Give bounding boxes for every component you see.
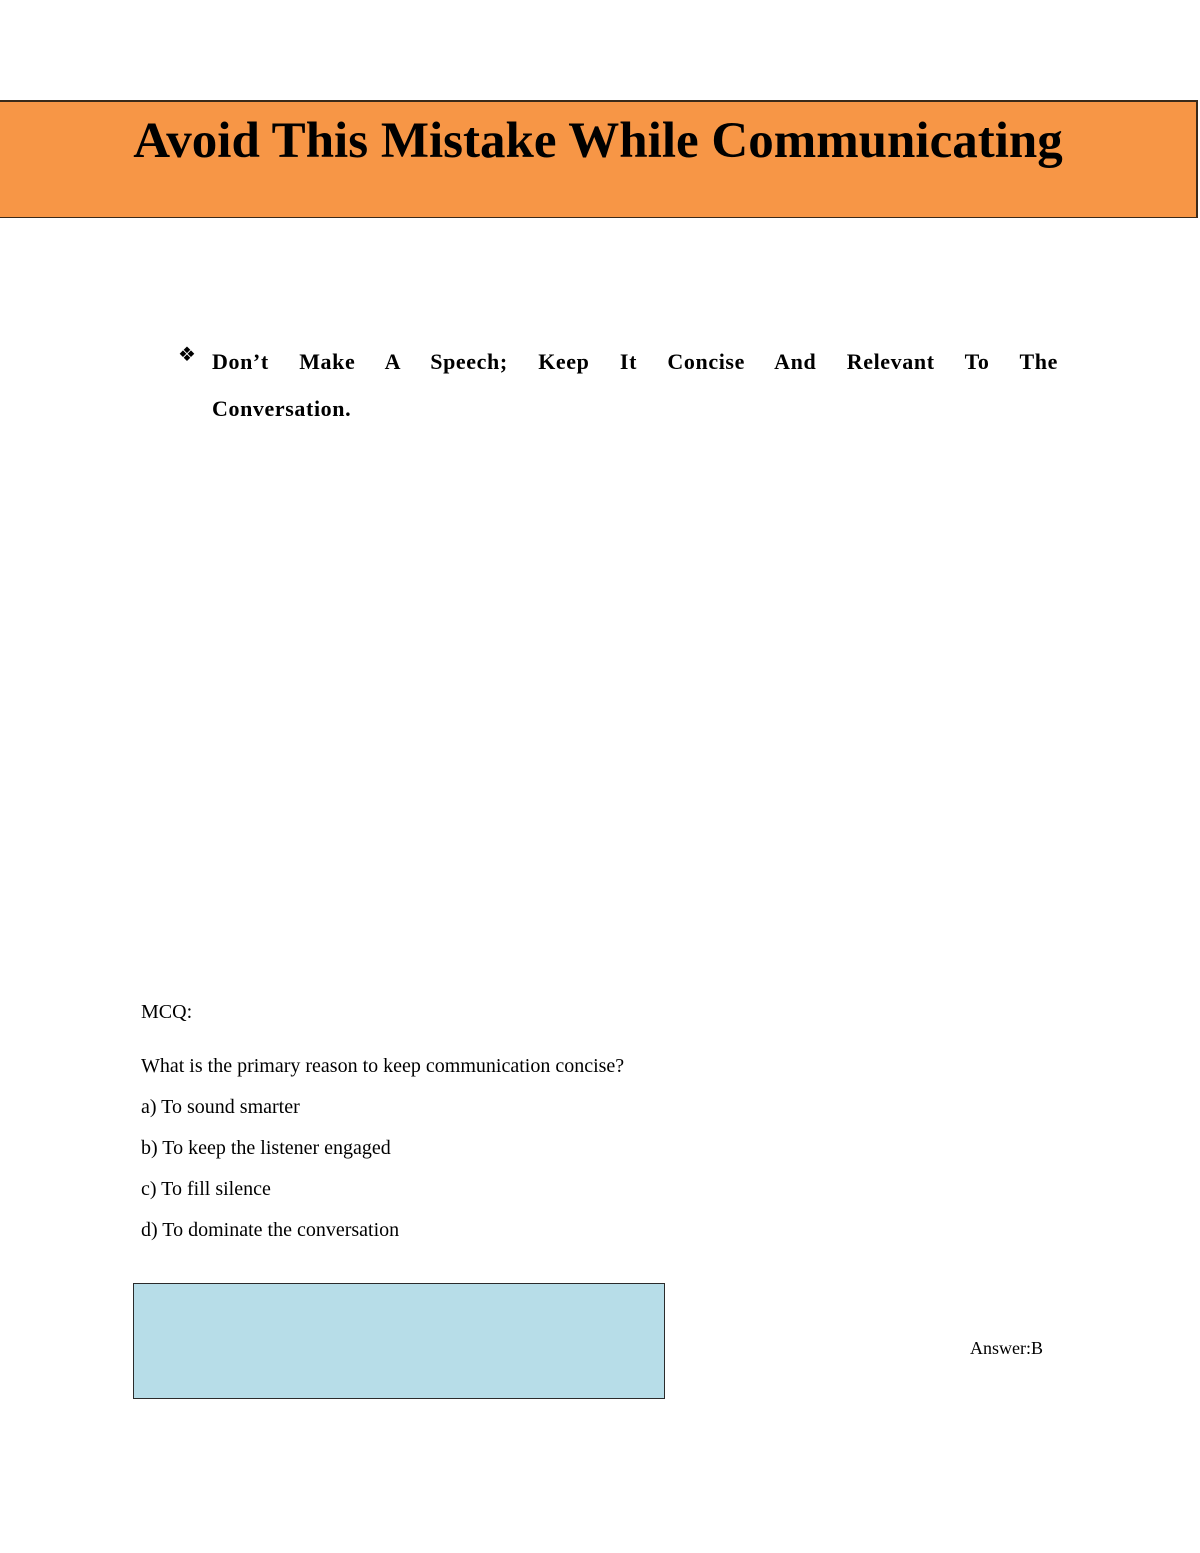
answer-text: Answer:B (970, 1338, 1043, 1358)
page-title: Avoid This Mistake While Communicating (133, 113, 1063, 169)
answer-box (133, 1283, 665, 1399)
mcq-section (141, 998, 1041, 1257)
diamond-bullet-icon: ❖ (178, 342, 196, 366)
mcq-option-c: c) To fill silence (141, 1178, 271, 1200)
mcq-question: What is the primary reason to keep communication concise? (141, 1055, 625, 1077)
mcq-option-b: b) To keep the listener engaged (141, 1137, 391, 1159)
mcq-label: MCQ: (141, 1001, 193, 1023)
bullet-text: Don’t Make A Speech; Keep It Concise And Relevant To The Conversation. (212, 349, 1058, 421)
mcq-option-a: a) To sound smarter (141, 1096, 300, 1118)
title-banner (0, 100, 1198, 218)
mcq-option-d: d) To dominate the conversation (141, 1219, 400, 1241)
bullet-point (178, 338, 1058, 432)
